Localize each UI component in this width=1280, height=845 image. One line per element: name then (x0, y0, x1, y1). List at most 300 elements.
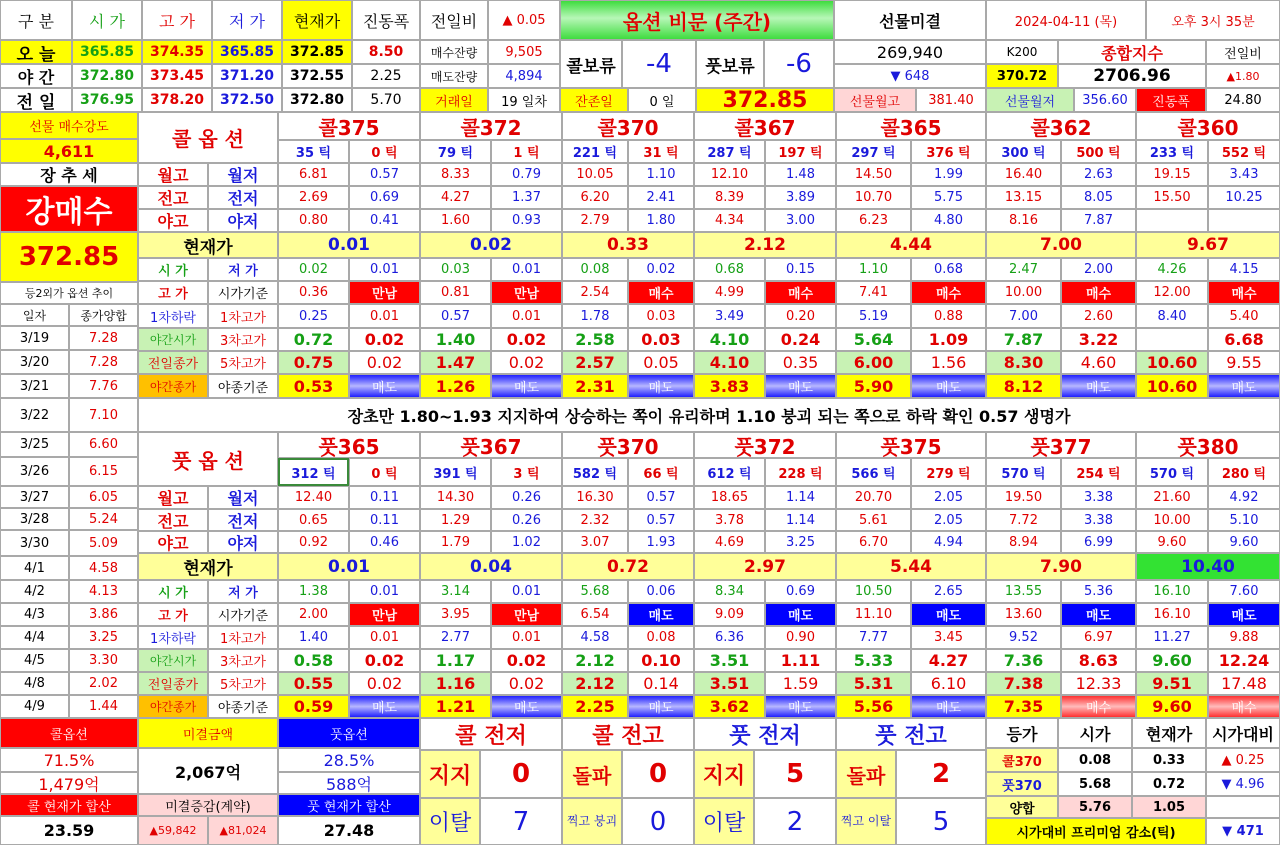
history-value[interactable]: 7.76 (69, 374, 138, 398)
month-high[interactable]: 19.50 (986, 486, 1061, 509)
tick-2[interactable]: 3 틱 (491, 458, 562, 486)
put-high-touch[interactable]: 5 (896, 798, 986, 845)
night-signal[interactable]: 매도 (349, 374, 420, 398)
night-close[interactable]: 1.21 (420, 695, 491, 718)
low-price[interactable]: 0.01 (491, 258, 562, 281)
history-date[interactable]: 3/20 (0, 350, 69, 374)
open-interest-amount[interactable]: 2,067억 (138, 748, 278, 794)
night-signal[interactable]: 매도 (765, 374, 836, 398)
high-price[interactable]: 2.54 (562, 281, 628, 304)
signal-badge[interactable]: 매도 (628, 603, 694, 626)
history-date[interactable]: 3/30 (0, 530, 69, 556)
high-price[interactable]: 13.60 (986, 603, 1061, 626)
touch-break-label[interactable]: 찍고 붕괴 (562, 798, 622, 845)
current-price-label[interactable]: 현재가 (138, 232, 278, 258)
prev-close[interactable]: 3.51 (694, 672, 765, 695)
tick-2[interactable]: 1 틱 (491, 140, 562, 163)
header-jeoga[interactable]: 저 가 (212, 0, 282, 40)
tick-2[interactable]: 500 틱 (1061, 140, 1136, 163)
night-close[interactable]: 5.90 (836, 374, 911, 398)
row-label-high[interactable]: 월고 (138, 486, 208, 509)
header-goga[interactable]: 고 가 (142, 0, 212, 40)
third-high[interactable]: 6.68 (1208, 328, 1280, 351)
history-value[interactable]: 6.15 (69, 457, 138, 486)
night-signal[interactable]: 매도 (1061, 374, 1136, 398)
month-low[interactable]: 0.26 (491, 486, 562, 509)
prev-high[interactable]: 15.50 (1136, 186, 1208, 209)
month-high[interactable]: 18.65 (694, 486, 765, 509)
tick-2[interactable]: 376 틱 (911, 140, 986, 163)
fifth-high[interactable]: 0.35 (765, 351, 836, 374)
night-signal[interactable]: 매도 (491, 374, 562, 398)
prev-low[interactable]: 10.25 (1208, 186, 1280, 209)
open-price[interactable]: 8.34 (694, 580, 765, 603)
prev-low[interactable]: 0.11 (349, 509, 420, 531)
tick-2[interactable]: 66 틱 (628, 458, 694, 486)
third-high[interactable]: 3.22 (1061, 328, 1136, 351)
atm-put-current[interactable]: 0.72 (1132, 772, 1206, 796)
history-date[interactable]: 4/5 (0, 649, 69, 672)
first-low[interactable]: 7.77 (836, 626, 911, 649)
night-open[interactable]: 1.17 (420, 649, 491, 672)
history-date[interactable]: 4/4 (0, 626, 69, 649)
night-open[interactable]: 1.40 (420, 328, 491, 351)
prev-close[interactable]: 1.16 (420, 672, 491, 695)
call-hold-value[interactable]: -4 (622, 40, 696, 88)
month-high[interactable]: 19.15 (1136, 163, 1208, 186)
history-date[interactable]: 3/21 (0, 374, 69, 398)
night-high[interactable]: 9.60 (1136, 531, 1208, 553)
open-price[interactable]: 3.14 (420, 580, 491, 603)
first-low[interactable]: 0.57 (420, 304, 491, 328)
open-price[interactable]: 4.26 (1136, 258, 1208, 281)
first-high[interactable]: 3.45 (911, 626, 986, 649)
night-high[interactable] (1136, 209, 1208, 232)
history-value[interactable]: 6.05 (69, 486, 138, 508)
trade-day-label[interactable]: 거래일 (420, 88, 488, 112)
tick-2[interactable]: 31 틱 (628, 140, 694, 163)
prev-high[interactable]: 10.00 (1136, 509, 1208, 531)
night-open[interactable]: 7.36 (986, 649, 1061, 672)
header-jeonilbi[interactable]: 전일비 (420, 0, 488, 40)
night-basis-label[interactable]: 야종기준 (208, 374, 278, 398)
history-date[interactable]: 4/8 (0, 672, 69, 695)
tick-2[interactable]: 280 틱 (1208, 458, 1280, 486)
remain-label[interactable]: 잔존일 (560, 88, 628, 112)
put-title[interactable]: 풋 옵 션 (138, 432, 278, 486)
call-low-support[interactable]: 0 (480, 750, 562, 798)
row-label-low[interactable]: 전저 (208, 509, 278, 531)
k200-value[interactable]: 370.72 (986, 64, 1058, 88)
atm-call-current[interactable]: 0.33 (1132, 748, 1206, 772)
atm-put-change[interactable]: ▼ 4.96 (1206, 772, 1280, 796)
night-open[interactable]: 2.58 (562, 328, 628, 351)
prev-high[interactable]: 5.61 (836, 509, 911, 531)
prev-low[interactable]: 2.41 (628, 186, 694, 209)
call-hold-label[interactable]: 콜보류 (560, 40, 622, 88)
night-open[interactable]: 9.60 (1136, 649, 1208, 672)
low-price[interactable]: 4.15 (1208, 258, 1280, 281)
month-high[interactable]: 10.05 (562, 163, 628, 186)
support-label[interactable]: 지지 (420, 750, 480, 798)
prev-low[interactable]: 3.38 (1061, 509, 1136, 531)
open-price[interactable]: 5.68 (562, 580, 628, 603)
open-price[interactable]: 0.02 (278, 258, 349, 281)
history-date[interactable]: 3/19 (0, 326, 69, 350)
history-date[interactable]: 4/9 (0, 695, 69, 718)
prev-high[interactable]: 10.70 (836, 186, 911, 209)
prev-high[interactable]: 4.27 (420, 186, 491, 209)
month-high[interactable]: 14.30 (420, 486, 491, 509)
call-amount[interactable]: 1,479억 (0, 772, 138, 794)
night-high[interactable]: 6.70 (836, 531, 911, 553)
premium-value[interactable]: ▼ 471 (1206, 818, 1280, 845)
prev-close[interactable]: 8.30 (986, 351, 1061, 374)
row-hyunjae[interactable]: 372.85 (282, 40, 352, 64)
month-high[interactable]: 12.10 (694, 163, 765, 186)
call-pct[interactable]: 71.5% (0, 748, 138, 772)
put-low-support[interactable]: 5 (754, 750, 836, 798)
row-goga[interactable]: 373.45 (142, 64, 212, 88)
prev-close[interactable]: 9.51 (1136, 672, 1208, 695)
prev-close[interactable]: 1.47 (420, 351, 491, 374)
buy-strength-value[interactable]: 4,611 (0, 139, 138, 163)
night-low[interactable]: 3.25 (765, 531, 836, 553)
current-price[interactable]: 0.01 (278, 232, 420, 258)
atm-put-open[interactable]: 5.68 (1058, 772, 1132, 796)
night-open[interactable]: 0.72 (278, 328, 349, 351)
current-price[interactable]: 0.02 (420, 232, 562, 258)
row-label-high[interactable]: 월고 (138, 163, 208, 186)
row-label-low[interactable]: 야저 (208, 531, 278, 553)
night-open[interactable]: 4.10 (694, 328, 765, 351)
open-col-label[interactable]: 시가 (1058, 718, 1132, 748)
first-low[interactable]: 3.49 (694, 304, 765, 328)
row-label[interactable]: 야 간 (0, 64, 72, 88)
tick-2[interactable]: 552 틱 (1208, 140, 1280, 163)
history-date[interactable]: 4/2 (0, 580, 69, 603)
night-low[interactable]: 4.80 (911, 209, 986, 232)
current-col-label[interactable]: 현재가 (1132, 718, 1206, 748)
strike-name[interactable]: 콜370 (562, 112, 694, 140)
prev-close[interactable]: 4.10 (694, 351, 765, 374)
third-high[interactable]: 0.03 (628, 328, 694, 351)
first-low-label[interactable]: 1차하락 (138, 304, 208, 328)
night-signal[interactable]: 매도 (628, 695, 694, 718)
history-value[interactable]: 5.09 (69, 530, 138, 556)
first-low[interactable]: 1.40 (278, 626, 349, 649)
month-low[interactable]: 4.92 (1208, 486, 1280, 509)
night-signal[interactable]: 매도 (491, 695, 562, 718)
call-high-touch[interactable]: 0 (622, 798, 694, 845)
prev-close[interactable]: 0.55 (278, 672, 349, 695)
futures-oi[interactable]: 269,940 (834, 40, 986, 64)
row-label-high[interactable]: 야고 (138, 209, 208, 232)
night-close[interactable]: 0.59 (278, 695, 349, 718)
month-high[interactable]: 12.40 (278, 486, 349, 509)
date-col-label[interactable]: 일자 (0, 304, 69, 326)
night-low[interactable]: 1.02 (491, 531, 562, 553)
row-hyunjae[interactable]: 372.55 (282, 64, 352, 88)
jindong-value[interactable]: 24.80 (1206, 88, 1280, 112)
low-price[interactable]: 0.69 (765, 580, 836, 603)
prev-high[interactable]: 1.29 (420, 509, 491, 531)
low-price[interactable]: 7.60 (1208, 580, 1280, 603)
sum-label[interactable]: 양합 (986, 796, 1058, 818)
row-jindong[interactable]: 8.50 (352, 40, 420, 64)
current-price[interactable]: 0.04 (420, 553, 562, 580)
row-label-low[interactable]: 야저 (208, 209, 278, 232)
night-low[interactable]: 1.93 (628, 531, 694, 553)
panel-title[interactable]: 콜 전저 (420, 718, 562, 750)
fifth-high[interactable]: 0.02 (491, 672, 562, 695)
fut-month-high-label[interactable]: 선물월고 (834, 88, 916, 112)
night-close[interactable]: 7.35 (986, 695, 1061, 718)
month-high[interactable]: 20.70 (836, 486, 911, 509)
high-label[interactable]: 고 가 (138, 603, 208, 626)
night-high[interactable]: 1.79 (420, 531, 491, 553)
night-low[interactable]: 4.94 (911, 531, 986, 553)
row-siga[interactable]: 365.85 (72, 40, 142, 64)
current-price[interactable]: 10.40 (1136, 553, 1280, 580)
high-price[interactable]: 3.95 (420, 603, 491, 626)
night-signal[interactable]: 매도 (628, 374, 694, 398)
current-price-label[interactable]: 현재가 (138, 553, 278, 580)
night-open[interactable]: 7.87 (986, 328, 1061, 351)
night-close[interactable]: 3.62 (694, 695, 765, 718)
put-pct[interactable]: 28.5% (278, 748, 420, 772)
comment-banner[interactable]: 장초만 1.80~1.93 지지하여 상승하는 쪽이 유리하며 1.10 붕괴 되는 쪽으로 하락 확인 0.57 생명가 (138, 398, 1280, 432)
history-value[interactable]: 4.13 (69, 580, 138, 603)
night-close[interactable]: 2.25 (562, 695, 628, 718)
call-sum-label[interactable]: 콜 현재가 합산 (0, 794, 138, 816)
row-jindong[interactable]: 5.70 (352, 88, 420, 112)
month-low[interactable]: 0.57 (349, 163, 420, 186)
trade-day-value[interactable]: 19 일차 (488, 88, 560, 112)
night-low[interactable]: 7.87 (1061, 209, 1136, 232)
oi-change-label[interactable]: 미결증감(계약) (138, 794, 278, 816)
fifth-high[interactable]: 1.56 (911, 351, 986, 374)
call-high-break[interactable]: 0 (622, 750, 694, 798)
prev-high[interactable]: 2.69 (278, 186, 349, 209)
prev-close[interactable]: 5.31 (836, 672, 911, 695)
first-high[interactable]: 0.03 (628, 304, 694, 328)
first-high-label[interactable]: 1차고가 (208, 304, 278, 328)
current-price[interactable]: 0.01 (278, 553, 420, 580)
trend-value[interactable]: 강매수 (0, 186, 138, 232)
prev-low[interactable]: 3.89 (765, 186, 836, 209)
history-value[interactable]: 5.24 (69, 508, 138, 530)
low-price[interactable]: 2.65 (911, 580, 986, 603)
call-low-break[interactable]: 7 (480, 798, 562, 845)
night-open[interactable]: 5.64 (836, 328, 911, 351)
low-price[interactable]: 0.02 (628, 258, 694, 281)
signal-badge[interactable]: 만남 (349, 281, 420, 304)
first-high[interactable]: 0.20 (765, 304, 836, 328)
kospi-label[interactable]: 종합지수 (1058, 40, 1206, 64)
high-price[interactable]: 0.36 (278, 281, 349, 304)
row-label-high[interactable]: 전고 (138, 509, 208, 531)
month-high[interactable]: 8.33 (420, 163, 491, 186)
open-basis-label[interactable]: 시가기준 (208, 603, 278, 626)
remain-value[interactable]: 0 일 (628, 88, 696, 112)
first-high[interactable]: 0.88 (911, 304, 986, 328)
sum-current[interactable]: 1.05 (1132, 796, 1206, 818)
first-low[interactable]: 7.00 (986, 304, 1061, 328)
prev-close[interactable]: 7.38 (986, 672, 1061, 695)
night-close-label[interactable]: 야간종가 (138, 695, 208, 718)
fut-month-high-value[interactable]: 381.40 (916, 88, 986, 112)
row-label-high[interactable]: 전고 (138, 186, 208, 209)
support-label[interactable]: 지지 (694, 750, 754, 798)
third-high[interactable]: 12.24 (1208, 649, 1280, 672)
night-signal[interactable]: 매도 (911, 695, 986, 718)
third-high[interactable]: 0.02 (349, 328, 420, 351)
tick-2[interactable]: 254 틱 (1061, 458, 1136, 486)
jindong-label[interactable]: 진동폭 (1136, 88, 1206, 112)
prev-low[interactable]: 1.14 (765, 509, 836, 531)
night-high[interactable]: 8.94 (986, 531, 1061, 553)
month-low[interactable]: 1.14 (765, 486, 836, 509)
month-low[interactable]: 1.99 (911, 163, 986, 186)
current-price[interactable]: 0.33 (562, 232, 694, 258)
breakout-label[interactable]: 돌파 (836, 750, 896, 798)
high-price[interactable]: 7.41 (836, 281, 911, 304)
signal-badge[interactable]: 만남 (349, 603, 420, 626)
row-jindong[interactable]: 2.25 (352, 64, 420, 88)
row-goga[interactable]: 374.35 (142, 40, 212, 64)
prev-close-label[interactable]: 전일종가 (138, 672, 208, 695)
current-price[interactable]: 5.44 (836, 553, 986, 580)
night-open-label[interactable]: 야간시가 (138, 649, 208, 672)
prev-low[interactable]: 1.37 (491, 186, 562, 209)
fifth-high[interactable]: 0.05 (628, 351, 694, 374)
night-close[interactable]: 5.56 (836, 695, 911, 718)
night-close-label[interactable]: 야간종가 (138, 374, 208, 398)
history-value[interactable]: 4.58 (69, 556, 138, 580)
low-label[interactable]: 저 가 (208, 580, 278, 603)
fifth-high-label[interactable]: 5차고가 (208, 351, 278, 374)
tick-1[interactable]: 221 틱 (562, 140, 628, 163)
vs-open-col-label[interactable]: 시가대비 (1206, 718, 1280, 748)
month-high[interactable]: 6.81 (278, 163, 349, 186)
panel-title[interactable]: 풋 전고 (836, 718, 986, 750)
sell-rem-label[interactable]: 매도잔량 (420, 64, 488, 88)
signal-badge[interactable]: 만남 (491, 281, 562, 304)
month-low[interactable]: 2.63 (1061, 163, 1136, 186)
signal-badge[interactable]: 매도 (1061, 603, 1136, 626)
prev-high[interactable]: 2.32 (562, 509, 628, 531)
tick-1[interactable]: 287 틱 (694, 140, 765, 163)
open-price[interactable]: 16.10 (1136, 580, 1208, 603)
open-label[interactable]: 시 가 (138, 258, 208, 281)
prev-low[interactable]: 5.75 (911, 186, 986, 209)
night-open[interactable]: 3.51 (694, 649, 765, 672)
sell-rem-value[interactable]: 4,894 (488, 64, 560, 88)
high-price[interactable]: 16.10 (1136, 603, 1208, 626)
current-price[interactable]: 4.44 (836, 232, 986, 258)
premium-label[interactable]: 시가대비 프리미엄 감소(틱) (986, 818, 1206, 845)
history-date[interactable]: 4/1 (0, 556, 69, 580)
night-high[interactable]: 4.34 (694, 209, 765, 232)
night-signal[interactable]: 매도 (765, 695, 836, 718)
month-low[interactable]: 1.48 (765, 163, 836, 186)
high-price[interactable]: 12.00 (1136, 281, 1208, 304)
left-price[interactable]: 372.85 (0, 232, 138, 282)
night-close[interactable]: 2.31 (562, 374, 628, 398)
fifth-high[interactable]: 17.48 (1208, 672, 1280, 695)
strike-name[interactable]: 콜362 (986, 112, 1136, 140)
month-low[interactable]: 0.79 (491, 163, 562, 186)
open-price[interactable]: 1.38 (278, 580, 349, 603)
signal-badge[interactable]: 매수 (911, 281, 986, 304)
row-label-low[interactable]: 월저 (208, 163, 278, 186)
prev-close-label[interactable]: 전일종가 (138, 351, 208, 374)
open-basis-label[interactable]: 시가기준 (208, 281, 278, 304)
tick-2[interactable]: 0 틱 (349, 140, 420, 163)
strike-name[interactable]: 콜372 (420, 112, 562, 140)
open-interest-label[interactable]: 미결금액 (138, 718, 278, 748)
tick-1[interactable]: 312 틱 (278, 458, 349, 486)
night-low[interactable]: 0.46 (349, 531, 420, 553)
signal-badge[interactable]: 만남 (491, 603, 562, 626)
strike-name[interactable]: 풋367 (420, 432, 562, 458)
header-hyunjae[interactable]: 현재가 (282, 0, 352, 40)
month-low[interactable]: 2.05 (911, 486, 986, 509)
row-label-low[interactable]: 전저 (208, 186, 278, 209)
option-trend-label[interactable]: 등2외가 옵션 추이 (0, 282, 138, 304)
oi-change-1[interactable]: ▲59,842 (138, 816, 208, 845)
night-low[interactable]: 9.60 (1208, 531, 1280, 553)
futures-open-label[interactable]: 선물미결 (834, 0, 986, 40)
open-label[interactable]: 시 가 (138, 580, 208, 603)
night-low[interactable]: 1.80 (628, 209, 694, 232)
month-high[interactable]: 14.50 (836, 163, 911, 186)
night-close[interactable]: 0.53 (278, 374, 349, 398)
history-value[interactable]: 3.86 (69, 603, 138, 626)
third-high[interactable]: 0.24 (765, 328, 836, 351)
night-open[interactable] (1136, 328, 1208, 351)
current-price[interactable]: 9.67 (1136, 232, 1280, 258)
row-goga[interactable]: 378.20 (142, 88, 212, 112)
atm-call-change[interactable]: ▲ 0.25 (1206, 748, 1280, 772)
row-siga[interactable]: 372.80 (72, 64, 142, 88)
history-value[interactable]: 7.10 (69, 398, 138, 432)
fifth-high[interactable]: 9.55 (1208, 351, 1280, 374)
history-value[interactable]: 1.44 (69, 695, 138, 718)
strike-name[interactable]: 콜367 (694, 112, 836, 140)
header-gubun[interactable]: 구 분 (0, 0, 72, 40)
night-close[interactable]: 9.60 (1136, 695, 1208, 718)
k200-label[interactable]: K200 (986, 40, 1058, 64)
first-low[interactable]: 0.25 (278, 304, 349, 328)
high-price[interactable]: 10.00 (986, 281, 1061, 304)
first-high[interactable]: 0.01 (491, 304, 562, 328)
prev-high[interactable]: 0.65 (278, 509, 349, 531)
history-date[interactable]: 3/28 (0, 508, 69, 530)
breakout-label[interactable]: 돌파 (562, 750, 622, 798)
current-price[interactable]: 0.72 (562, 553, 694, 580)
fut-month-low-value[interactable]: 356.60 (1074, 88, 1136, 112)
open-price[interactable]: 10.50 (836, 580, 911, 603)
night-high[interactable]: 3.07 (562, 531, 628, 553)
first-low[interactable]: 9.52 (986, 626, 1061, 649)
breakdown-label[interactable]: 이탈 (420, 798, 480, 845)
atm-call-label[interactable]: 콜370 (986, 748, 1058, 772)
open-price[interactable]: 1.10 (836, 258, 911, 281)
first-low[interactable]: 2.77 (420, 626, 491, 649)
signal-badge[interactable]: 매수 (1061, 281, 1136, 304)
